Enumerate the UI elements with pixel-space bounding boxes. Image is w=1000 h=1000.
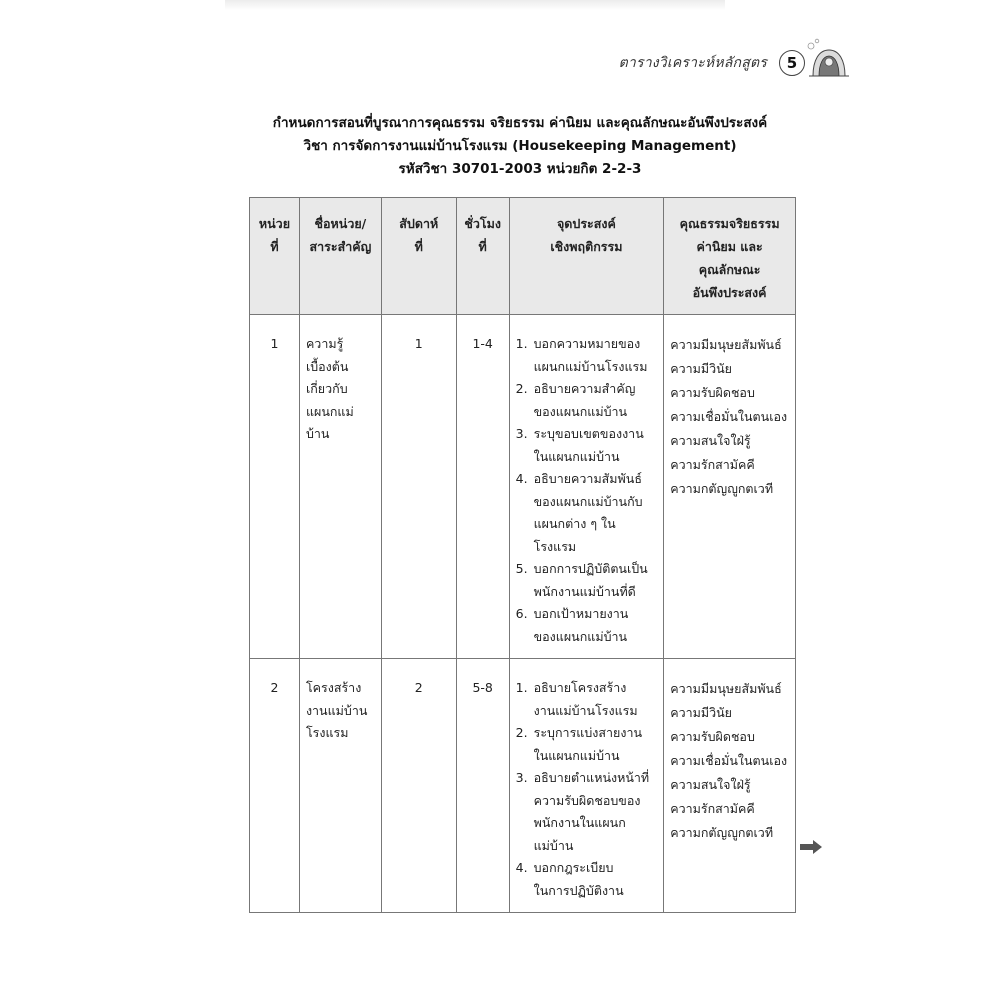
objective-text: บอกความหมายของ แผนกแม่บ้านโรงแรม: [533, 336, 648, 374]
ethics-item: ความกตัญญูกตเวที: [670, 825, 774, 840]
cell-ethics: [664, 315, 796, 659]
ethics-item: ความเชื่อมั่นในตนเอง: [670, 409, 788, 424]
mascot-logo-icon: [805, 38, 853, 78]
objective-number: 4.: [515, 471, 528, 486]
objective-item: [516, 468, 658, 558]
cell-unit: 2: [250, 659, 300, 913]
objective-text: อธิบายความสัมพันธ์ ของแผนกแม่บ้านกับ แผนกต่าง ๆ ในโรงแรม: [533, 471, 643, 554]
objective-item: [516, 767, 658, 857]
objective-text: บอกเป้าหมายงาน ของแผนกแม่บ้าน: [533, 606, 629, 644]
objective-text: บอกกฎระเบียบ ในการปฏิบัติงาน: [533, 860, 624, 898]
header-unit-name: ชื่อหน่วย/ สาระสำคัญ: [299, 198, 381, 315]
objective-number: 2.: [515, 725, 528, 740]
objective-text: ระบุการแบ่งสายงาน ในแผนกแม่บ้าน: [533, 725, 643, 763]
table-header-row: [250, 198, 796, 315]
ethics-item: ความสนใจใฝ่รู้: [670, 777, 751, 792]
objective-text: บอกการปฏิบัติตนเป็น พนักงานแม่บ้านที่ดี: [533, 561, 648, 599]
cell-hours: 1-4: [456, 315, 509, 659]
objective-item: [516, 857, 658, 902]
ethics-item: ความมีวินัย: [670, 705, 732, 720]
objective-item: [516, 333, 658, 378]
objective-text: อธิบายโครงสร้าง งานแม่บ้านโรงแรม: [533, 680, 638, 718]
objective-item: [516, 423, 658, 468]
objective-number: 4.: [515, 860, 528, 875]
document-title: [200, 112, 840, 181]
objective-number: 5.: [515, 561, 528, 576]
ethics-item: ความมีมนุษยสัมพันธ์: [670, 337, 782, 352]
title-line-1: กำหนดการสอนที่บูรณาการคุณธรรม จริยธรรม ค่านิยม และคุณลักษณะอันพึงประสงค์: [272, 115, 768, 131]
objective-number: 2.: [515, 381, 528, 396]
cell-unit: 1: [250, 315, 300, 659]
objective-number: 6.: [515, 606, 528, 621]
objective-number: 3.: [515, 426, 528, 441]
page-top-shadow: [225, 0, 725, 10]
cell-objectives: [509, 659, 664, 913]
ethics-item: ความมีมนุษยสัมพันธ์: [670, 681, 782, 696]
next-page-arrow-icon[interactable]: [800, 840, 822, 854]
ethics-item: ความสนใจใฝ่รู้: [670, 433, 751, 448]
objective-item: [516, 378, 658, 423]
objective-item: [516, 722, 658, 767]
cell-ethics: [664, 659, 796, 913]
header-objectives: จุดประสงค์ เชิงพฤติกรรม: [509, 198, 664, 315]
ethics-item: ความกตัญญูกตเวที: [670, 481, 774, 496]
cell-unit-name: ความรู้ เบื้องต้น เกี่ยวกับ แผนกแม่บ้าน: [299, 315, 381, 659]
table-row: [250, 659, 796, 913]
objective-text: อธิบายตำแหน่งหน้าที่ ความรับผิดชอบของ พนักงานในแผนก แม่บ้าน: [533, 770, 650, 853]
ethics-item: ความรักสามัคคี: [670, 801, 755, 816]
ethics-item: ความมีวินัย: [670, 361, 732, 376]
header-unit: หน่วย ที่: [250, 198, 300, 315]
title-line-3: รหัสวิชา 30701-2003 หน่วยกิต 2-2-3: [398, 161, 642, 177]
ethics-item: ความรับผิดชอบ: [670, 385, 755, 400]
ethics-item: ความรักสามัคคี: [670, 457, 755, 472]
cell-week: 2: [381, 659, 456, 913]
objective-text: ระบุขอบเขตของงาน ในแผนกแม่บ้าน: [533, 426, 644, 464]
ethics-item: ความเชื่อมั่นในตนเอง: [670, 753, 788, 768]
objective-number: 1.: [515, 336, 528, 351]
ethics-item: ความรับผิดชอบ: [670, 729, 755, 744]
header-week: สัปดาห์ ที่: [381, 198, 456, 315]
table-row: [250, 315, 796, 659]
cell-unit-name: โครงสร้าง งานแม่บ้าน โรงแรม: [299, 659, 381, 913]
objective-item: [516, 558, 658, 603]
objective-text: อธิบายความสำคัญ ของแผนกแม่บ้าน: [533, 381, 636, 419]
header-hours: ชั่วโมง ที่: [456, 198, 509, 315]
running-head-title: ตารางวิเคราะห์หลักสูตร: [618, 55, 767, 71]
header-ethics: คุณธรรมจริยธรรม ค่านิยม และ คุณลักษณะ อันพึงประสงค์: [664, 198, 796, 315]
running-header: [619, 52, 805, 74]
objective-number: 3.: [515, 770, 528, 785]
title-line-2: วิชา การจัดการงานแม่บ้านโรงแรม (Housekeeping Management): [303, 138, 737, 154]
cell-hours: 5-8: [456, 659, 509, 913]
page-number: 5: [779, 50, 805, 76]
teaching-schedule-table: [249, 197, 796, 913]
cell-objectives: [509, 315, 664, 659]
objective-item: [516, 677, 658, 722]
objective-number: 1.: [515, 680, 528, 695]
objective-item: [516, 603, 658, 648]
cell-week: 1: [381, 315, 456, 659]
